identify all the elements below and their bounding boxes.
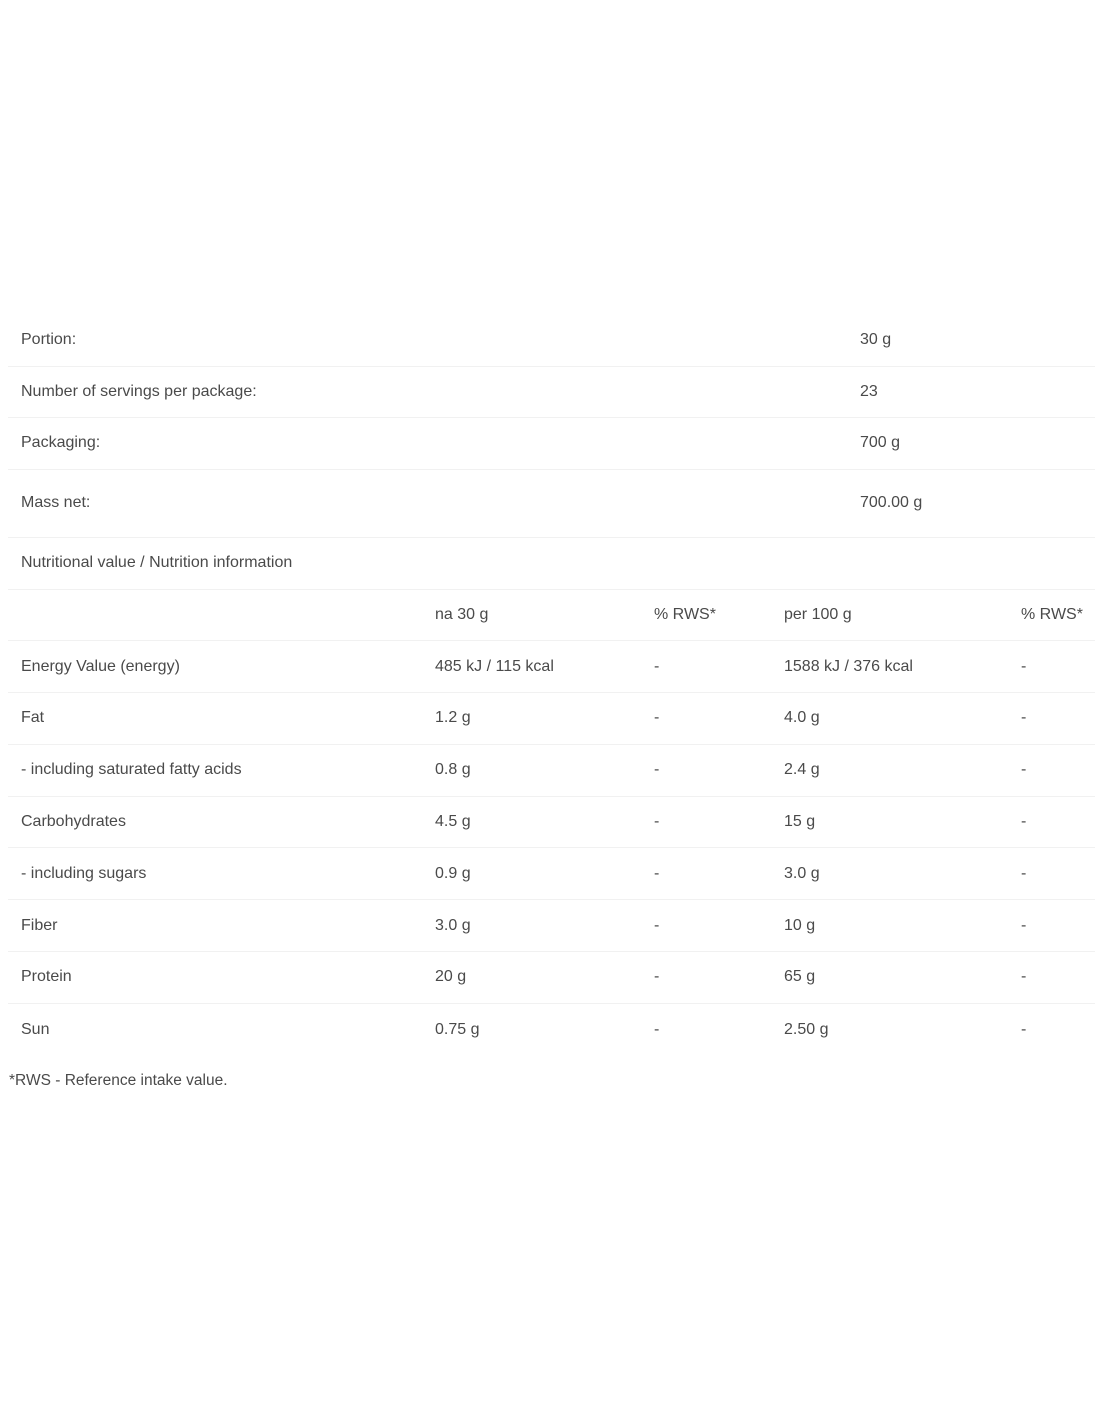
product-info-table <box>8 315 1095 1056</box>
value-per-portion: 0.9 g <box>435 864 471 882</box>
info-label: Mass net: <box>21 494 91 511</box>
nutrient-name: - including sugars <box>21 864 147 882</box>
table-row <box>8 641 1095 693</box>
value-per-100g: 10 g <box>784 916 816 934</box>
rws-per-100g: - <box>1021 916 1027 934</box>
info-label: Packaging: <box>21 434 101 452</box>
nutrient-name: Protein <box>21 968 72 986</box>
value-per-100g: 15 g <box>784 813 816 831</box>
value-per-100g: 1588 kJ / 376 kcal <box>784 657 913 675</box>
rws-per-100g: - <box>1021 657 1027 675</box>
rws-per-100g: - <box>1021 813 1027 831</box>
header-cell: per 100 g <box>784 605 852 623</box>
table-row <box>8 693 1095 745</box>
rws-per-portion: - <box>654 709 660 727</box>
value-per-portion: 4.5 g <box>435 813 471 831</box>
value-per-portion: 1.2 g <box>435 709 471 727</box>
nutrition-header-row <box>8 590 1095 642</box>
header-cell: % RWS* <box>1021 605 1083 623</box>
value-per-100g: 3.0 g <box>784 864 820 882</box>
info-value: 30 g <box>860 331 892 349</box>
nutrition-title: Nutritional value / Nutrition information <box>8 538 1095 590</box>
value-per-portion: 3.0 g <box>435 916 471 934</box>
rws-per-portion: - <box>654 761 660 779</box>
table-row <box>8 848 1095 900</box>
rws-per-100g: - <box>1021 864 1027 882</box>
value-per-100g: 65 g <box>784 968 816 986</box>
info-row-servings <box>8 367 1095 419</box>
info-label: Portion: <box>21 331 77 349</box>
nutrient-name: Energy Value (energy) <box>21 657 180 675</box>
header-cell: na 30 g <box>435 605 489 623</box>
nutrient-name: Fat <box>21 709 45 727</box>
value-per-100g: 2.50 g <box>784 1020 829 1038</box>
rws-per-100g: - <box>1021 968 1027 986</box>
nutrient-name: Sun <box>21 1020 50 1038</box>
nutrient-name: Fiber <box>21 916 58 934</box>
rws-per-portion: - <box>654 916 660 934</box>
rws-per-portion: - <box>654 1020 660 1038</box>
value-per-portion: 485 kJ / 115 kcal <box>435 657 554 675</box>
table-row <box>8 745 1095 797</box>
value-per-portion: 0.75 g <box>435 1020 480 1038</box>
info-row-mass-net <box>8 470 1095 538</box>
rws-per-portion: - <box>654 864 660 882</box>
rws-per-100g: - <box>1021 1020 1027 1038</box>
rws-per-portion: - <box>654 968 660 986</box>
info-label: Number of servings per package: <box>21 382 257 400</box>
value-per-portion: 20 g <box>435 968 467 986</box>
rws-per-portion: - <box>654 813 660 831</box>
header-cell: % RWS* <box>654 605 716 623</box>
rws-per-portion: - <box>654 657 660 675</box>
rws-per-100g: - <box>1021 761 1027 779</box>
table-row <box>8 900 1095 952</box>
nutrient-name: - including saturated fatty acids <box>21 761 242 779</box>
table-row <box>8 952 1095 1004</box>
info-row-portion <box>8 315 1095 367</box>
value-per-100g: 4.0 g <box>784 709 820 727</box>
rws-per-100g: - <box>1021 709 1027 727</box>
info-value: 700.00 g <box>860 494 923 511</box>
info-value: 23 <box>860 382 878 400</box>
info-value: 700 g <box>860 434 901 452</box>
nutrient-name: Carbohydrates <box>21 813 126 831</box>
table-row <box>8 797 1095 849</box>
info-row-packaging <box>8 418 1095 470</box>
rws-footnote: *RWS - Reference intake value. <box>9 1072 228 1089</box>
table-row <box>8 1004 1095 1056</box>
value-per-portion: 0.8 g <box>435 761 471 779</box>
value-per-100g: 2.4 g <box>784 761 820 779</box>
